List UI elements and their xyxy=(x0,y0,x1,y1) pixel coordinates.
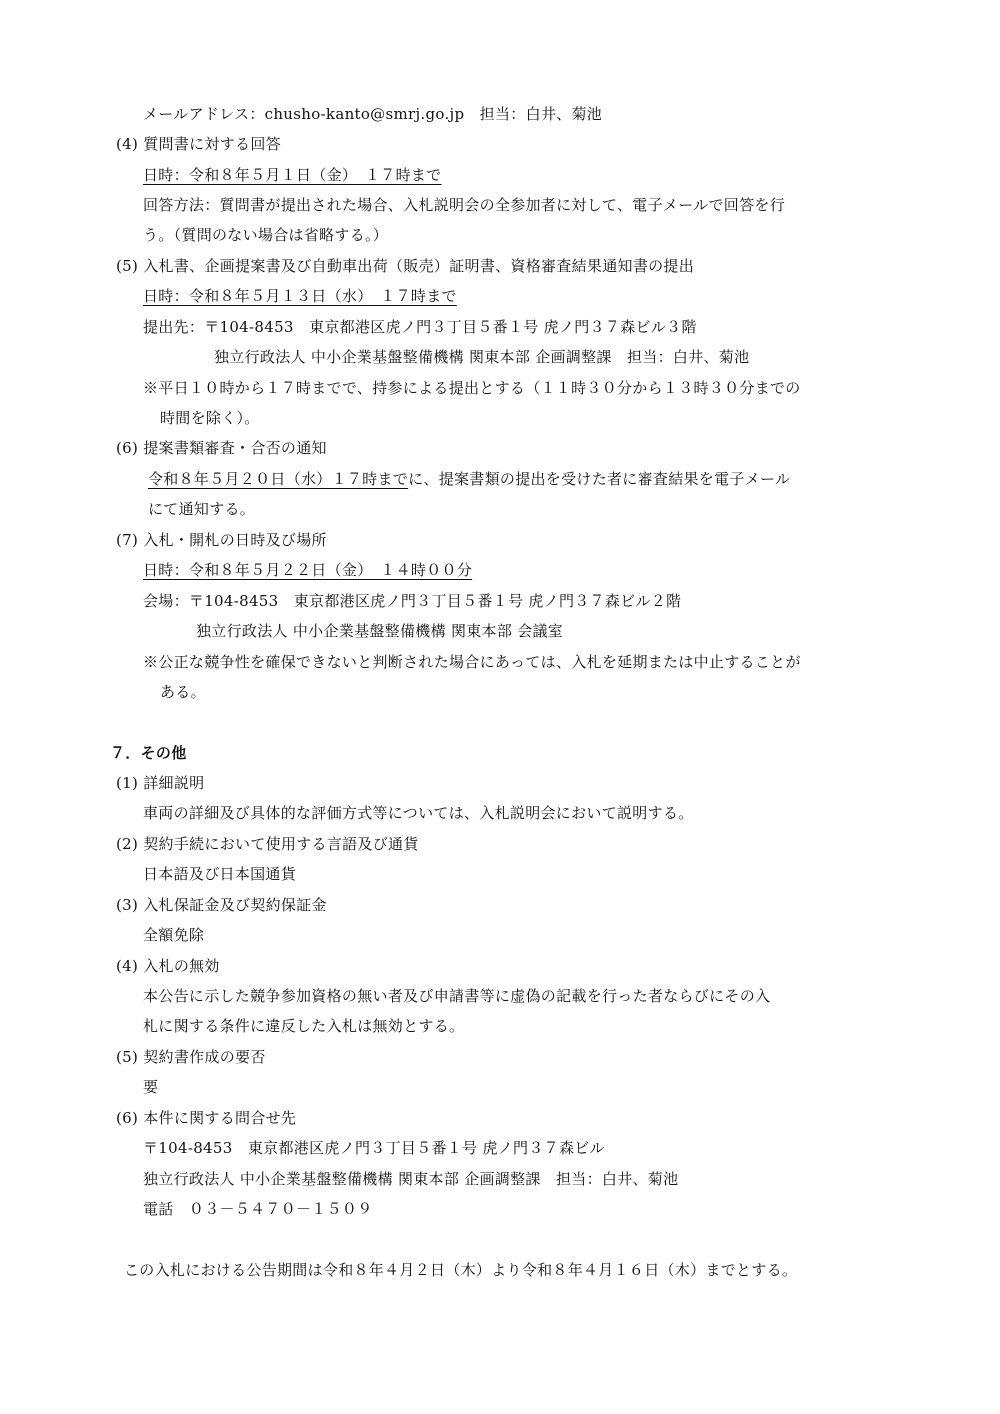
heading-detail-explanation: (1) 詳細説明 xyxy=(116,774,205,792)
postponement-note-line: ※公正な競争性を確保できないと判断された場合にあっては、入札を延期または中止することが xyxy=(143,653,801,671)
answer-method-line: 回答方法：質問書が提出された場合、入札説明会の全参加者に対して、電子メールで回答を行 xyxy=(143,196,786,214)
venue-organization-line: 独立行政法人 中小企業基盤整備機構 関東本部 会議室 xyxy=(196,622,564,640)
submission-note-continuation: 時間を除く）。 xyxy=(160,409,260,427)
submission-organization-line: 独立行政法人 中小企業基盤整備機構 関東本部 企画調整課 担当：白井、菊池 xyxy=(214,348,750,366)
section-title-other: ７．その他 xyxy=(110,744,187,762)
inquiry-phone-line: 電話 ０３－５４７０－１５０９ xyxy=(143,1200,373,1218)
submission-address-line: 提出先：〒104-8453 東京都港区虎ノ門３丁目５番１号 虎ノ門３７森ビル３階 xyxy=(143,318,697,336)
contact-email-line: メールアドレス：chusho-kanto@smrj.go.jp 担当：白井、菊池 xyxy=(143,105,603,123)
invalid-bid-continuation: 札に関する条件に違反した入札は無効とする。 xyxy=(143,1017,465,1035)
section-heading-question-answer: (4) 質問書に対する回答 xyxy=(116,135,281,153)
answer-method-continuation: う。（質問のない場合は省略する。） xyxy=(143,226,389,244)
inquiry-address-line: 〒104-8453 東京都港区虎ノ門３丁目５番１号 虎ノ門３７森ビル xyxy=(143,1139,605,1157)
inquiry-organization-line: 独立行政法人 中小企業基盤整備機構 関東本部 企画調整課 担当：白井、菊池 xyxy=(143,1170,679,1188)
invalid-bid-text: 本公告に示した競争参加資格の無い者及び申請書等に虚偽の記載を行った者ならびにその入 xyxy=(143,987,771,1005)
answer-date-line: 日時：令和８年５月１日（金） １７時まで xyxy=(143,166,442,184)
notice-period-statement: この入札における公告期間は令和８年４月２日（木）より令和８年４月１６日（木）までとする。 xyxy=(124,1261,798,1279)
heading-deposit: (3) 入札保証金及び契約保証金 xyxy=(116,896,327,914)
screening-date: 令和８年５月２０日（水）１７時まで xyxy=(148,470,409,488)
section-heading-bid-opening: (7) 入札・開札の日時及び場所 xyxy=(116,531,327,549)
postponement-note-continuation: ある。 xyxy=(160,683,206,701)
screening-notice-line xyxy=(148,469,790,489)
heading-language-currency: (2) 契約手続において使用する言語及び通貨 xyxy=(116,835,419,853)
section-heading-screening: (6) 提案書類審査・合否の通知 xyxy=(116,439,327,457)
submission-date-line: 日時：令和８年５月１３日（水） １７時まで xyxy=(143,287,457,305)
screening-notice-continuation: にて通知する。 xyxy=(148,500,256,518)
language-currency-text: 日本語及び日本国通貨 xyxy=(143,865,297,883)
venue-address-line: 会場：〒104-8453 東京都港区虎ノ門３丁目５番１号 虎ノ門３７森ビル２階 xyxy=(143,592,682,610)
heading-inquiry: (6) 本件に関する問合せ先 xyxy=(116,1109,297,1127)
screening-notice-text: に、提案書類の提出を受けた者に審査結果を電子メール xyxy=(408,470,791,488)
deposit-text: 全額免除 xyxy=(143,926,205,944)
detail-explanation-text: 車両の詳細及び具体的な評価方式等については、入札説明会において説明する。 xyxy=(143,804,694,822)
contract-document-text: 要 xyxy=(143,1078,159,1096)
heading-contract-document: (5) 契約書作成の要否 xyxy=(116,1048,266,1066)
heading-invalid-bid: (4) 入札の無効 xyxy=(116,957,220,975)
section-heading-submission: (5) 入札書、企画提案書及び自動車出荷（販売）証明書、資格審査結果通知書の提出 xyxy=(116,257,695,275)
bid-opening-date-line: 日時：令和８年５月２２日（金） １４時００分 xyxy=(143,561,473,579)
submission-note-line: ※平日１０時から１７時までで、持参による提出とする（１１時３０分から１３時３０分までの xyxy=(143,379,801,397)
